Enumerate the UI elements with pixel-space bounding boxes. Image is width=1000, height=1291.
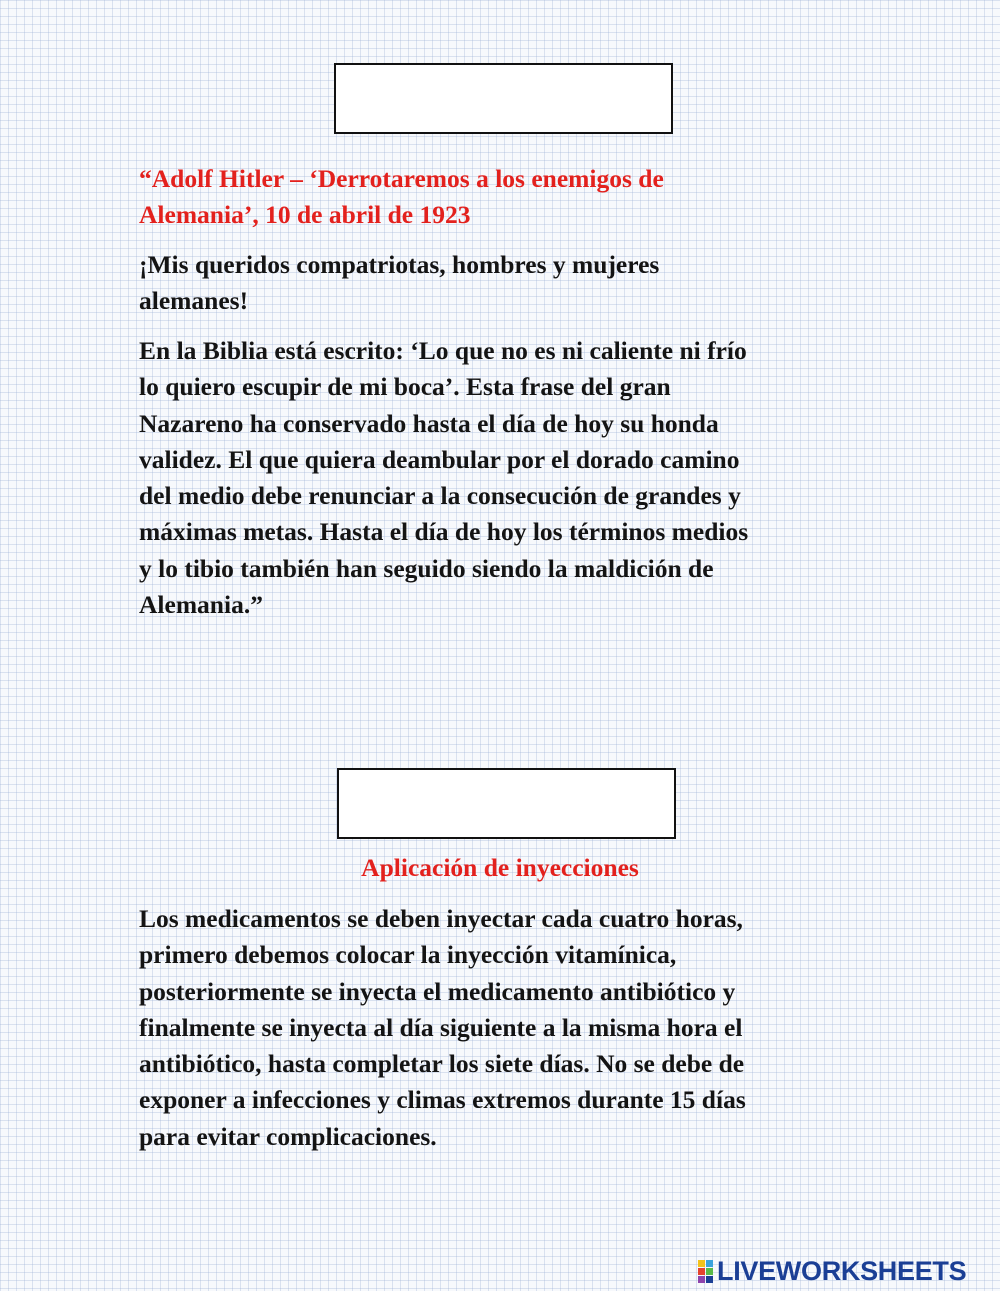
- logo-square: [698, 1276, 705, 1283]
- text2-title: Aplicación de inyecciones: [361, 853, 639, 882]
- logo-text: LIVEWORKSHEETS: [717, 1255, 967, 1286]
- logo-square: [698, 1260, 705, 1267]
- logo-square: [706, 1276, 713, 1283]
- text1-title-line: Alemania’, 10 de abril de 1923: [139, 200, 471, 230]
- text1-greeting-line: alemanes!: [139, 286, 249, 316]
- text2-body-line: para evitar complicaciones.: [139, 1121, 437, 1151]
- text1-body-line: Alemania.”: [139, 590, 263, 620]
- logo-square: [706, 1268, 713, 1275]
- text1-body-line: validez. El que quiera deambular por el dorado camino: [139, 444, 740, 474]
- text2-body: [139, 901, 859, 1155]
- text1-title-line: “Adolf Hitler – ‘Derrotaremos a los enemigos de: [139, 164, 664, 193]
- text2-body-line: posteriormente se inyecta el medicamento antibiótico y: [139, 976, 736, 1006]
- text2-body-line: antibiótico, hasta completar los siete días. No se debe de: [139, 1049, 745, 1079]
- text1-title: [139, 161, 859, 234]
- text2-body-line: finalmente se inyecta al día siguiente a la misma hora el: [139, 1012, 743, 1042]
- answer-box-1[interactable]: [334, 63, 673, 134]
- liveworksheets-logo-icon: [698, 1260, 713, 1283]
- text1-body-line: máximas metas. Hasta el día de hoy los términos medios: [139, 517, 749, 547]
- text2-body-line: primero debemos colocar la inyección vitamínica,: [139, 940, 677, 970]
- text1-body-line: Nazareno ha conservado hasta el día de hoy su honda: [139, 408, 719, 438]
- text2-body-line: exponer a infecciones y climas extremos durante 15 días: [139, 1085, 746, 1115]
- text1-greeting: [139, 247, 859, 320]
- logo-square: [698, 1268, 705, 1275]
- logo-square: [706, 1260, 713, 1267]
- answer-box-2[interactable]: [337, 768, 676, 839]
- text1-body-line: En la Biblia está escrito: ‘Lo que no es ni caliente ni frío: [139, 336, 747, 365]
- text2-body-line: Los medicamentos se deben inyectar cada cuatro horas,: [139, 904, 743, 933]
- text1-body: [139, 333, 859, 623]
- text1-body-line: lo quiero escupir de mi boca’. Esta frase del gran: [139, 372, 671, 402]
- text1-greeting-line: ¡Mis queridos compatriotas, hombres y mujeres: [139, 250, 660, 279]
- text1-body-line: y lo tibio también han seguido siendo la maldición de: [139, 553, 714, 583]
- text1-body-line: del medio debe renunciar a la consecución de grandes y: [139, 481, 741, 511]
- liveworksheets-logo[interactable]: [698, 1254, 966, 1288]
